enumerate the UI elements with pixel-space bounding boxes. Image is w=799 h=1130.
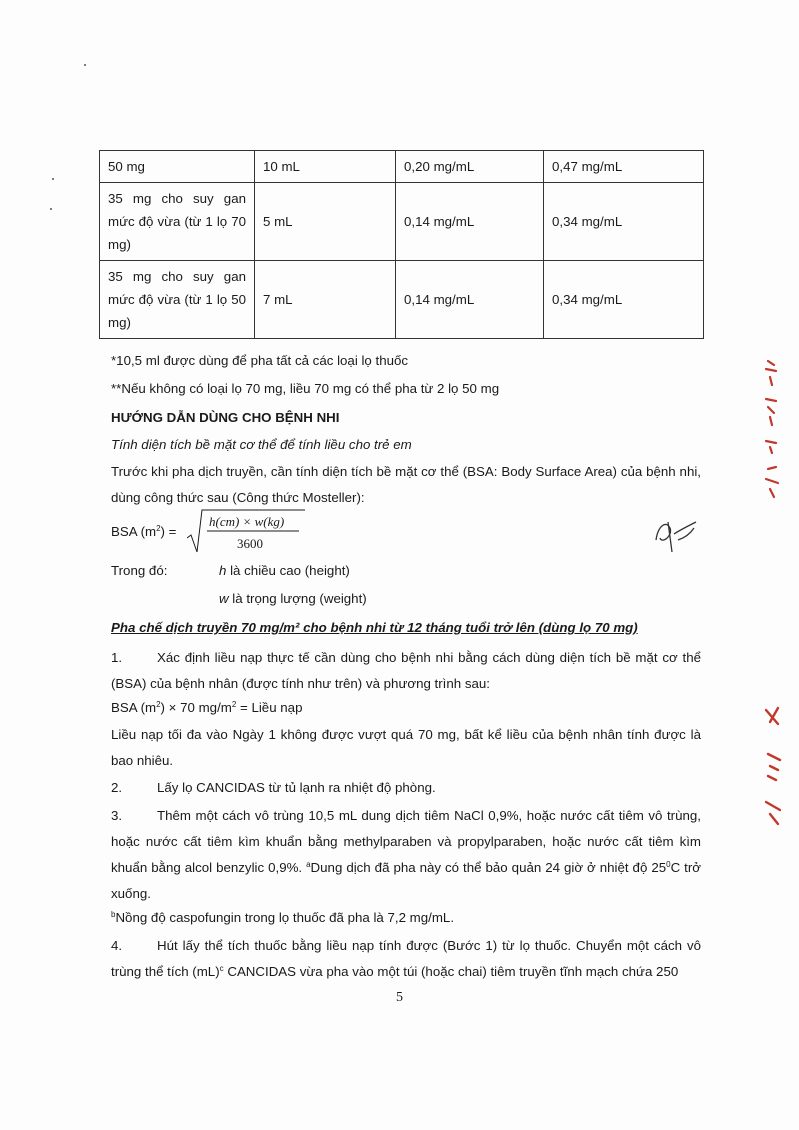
section-heading: HƯỚNG DẪN DÙNG CHO BỆNH NHI: [111, 410, 340, 425]
step-text: C trở xuống.: [111, 860, 702, 901]
var-h: h: [219, 563, 227, 578]
formula-text: ) =: [160, 524, 177, 539]
scan-speck: [84, 64, 86, 66]
table-cell: 5 mL: [255, 183, 396, 261]
superscript: 2: [156, 524, 161, 533]
loading-dose-equation: [111, 695, 701, 721]
h-desc: là chiều cao (height): [226, 563, 350, 578]
prep-title: Pha chế dịch truyền 70 mg/m² cho bệnh nhi từ 12 tháng tuổi trở lên (dùng lọ 70 mg): [111, 620, 638, 635]
paragraph: Trước khi pha dịch truyền, cần tính diện tích bề mặt cơ thể (BSA: Body Surface Area) của bệnh nhi, dùng công thức sau (Công thức Mosteller):: [111, 464, 701, 505]
table-cell: 7 mL: [255, 261, 396, 339]
superscript: a: [306, 860, 311, 869]
table-cell: 50 mg: [100, 151, 255, 183]
step-text: Dung dịch đã pha này có thể bảo quản 24 giờ ở nhiệt độ 25: [310, 860, 667, 875]
table-cell: 10 mL: [255, 151, 396, 183]
step-text: Lấy lọ CANCIDAS từ tủ lạnh ra nhiệt độ phòng.: [157, 780, 436, 795]
fraction-denominator: 3600: [237, 536, 263, 551]
step-text: Thêm một cách vô trùng 10,5 mL dung dịch tiêm NaCl 0,9%, hoặc nước cất tiêm vô trùng, hoặc nước cất tiêm kìm khuẩn bằng methylparaben và propylparaben, hoặc nước cất tiêm kìm khuẩn bằng alcol benzylic 0,9%.: [111, 808, 701, 875]
step-4: [111, 933, 701, 985]
step-text: Hút lấy thể tích thuốc bằng liều nạp tính được (Bước 1) từ lọ thuốc. Chuyển một cách vô trùng thể tích (mL): [111, 938, 701, 979]
h-definition: [219, 558, 350, 584]
footnote: **Nếu không có loại lọ 70 mg, liều 70 mg có thể pha từ 2 lọ 50 mg: [111, 381, 500, 396]
table-cell: 35 mg cho suy gan mức độ vừa (từ 1 lọ 70 mg): [100, 183, 255, 261]
table-cell: 0,20 mg/mL: [396, 151, 544, 183]
step-number: 4.: [111, 938, 123, 953]
superscript: 2: [231, 700, 237, 709]
table-cell: 0,47 mg/mL: [544, 151, 704, 183]
fraction-numerator: h(cm) × w(kg): [209, 514, 285, 529]
paragraph: Liều nạp tối đa vào Ngày 1 không được vượt quá 70 mg, bất kể liều của bệnh nhân tính được là bao nhiêu.: [111, 727, 701, 768]
scan-speck: [52, 178, 54, 180]
eq-text: = Liều nạp: [236, 700, 303, 715]
w-definition: [219, 586, 367, 612]
step-number: 1.: [111, 650, 123, 665]
formula-text: BSA (m: [111, 524, 157, 539]
superscript: c: [219, 964, 224, 973]
step-2: [111, 775, 701, 801]
var-w: w: [219, 591, 229, 606]
table-row: [100, 261, 704, 339]
sub-heading: Tính diện tích bề mặt cơ thể để tính liều cho trẻ em: [111, 437, 412, 452]
step-number: 3.: [111, 808, 123, 823]
seal-fragment-upper: [756, 355, 786, 505]
superscript: 0: [666, 860, 671, 869]
superscript: b: [111, 910, 116, 919]
signature-mark: [648, 514, 700, 556]
table-cell: 35 mg cho suy gan mức độ vừa (từ 1 lọ 50 mg): [100, 261, 255, 339]
eq-text: BSA (m: [111, 700, 157, 715]
page-number: 5: [396, 990, 403, 1005]
table-cell: 0,14 mg/mL: [396, 183, 544, 261]
footnote: *10,5 ml được dùng để pha tất cả các loại lọ thuốc: [111, 353, 409, 368]
formula-lhs: [111, 524, 176, 539]
table-row: [100, 151, 704, 183]
step-number: 2.: [111, 780, 123, 795]
scan-speck: [50, 208, 52, 210]
step-3: [111, 803, 701, 907]
dosage-table: [99, 150, 704, 339]
table-cell: 0,34 mg/mL: [544, 261, 704, 339]
table-row: [100, 183, 704, 261]
table-cell: 0,14 mg/mL: [396, 261, 544, 339]
note-text: Nồng độ caspofungin trong lọ thuốc đã pha là 7,2 mg/mL.: [115, 910, 455, 925]
note-b: [111, 905, 701, 931]
step-1: [111, 645, 701, 697]
where-label: Trong đó:: [111, 563, 168, 578]
seal-fragment-lower: [758, 700, 788, 830]
table-cell: 0,34 mg/mL: [544, 183, 704, 261]
w-desc: là trọng lượng (weight): [228, 591, 367, 606]
where-line: [111, 558, 701, 584]
step-text: CANCIDAS vừa pha vào một túi (hoặc chai) tiêm truyền tĩnh mạch chứa 250: [223, 964, 679, 979]
superscript: 2: [156, 700, 161, 709]
eq-text: ) × 70 mg/m: [160, 700, 232, 715]
step-text: Xác định liều nạp thực tế cần dùng cho bệnh nhi bằng cách dùng diện tích bề mặt cơ thể (BSA) của bệnh nhân (được tính như trên) và phương trình sau:: [111, 650, 701, 691]
